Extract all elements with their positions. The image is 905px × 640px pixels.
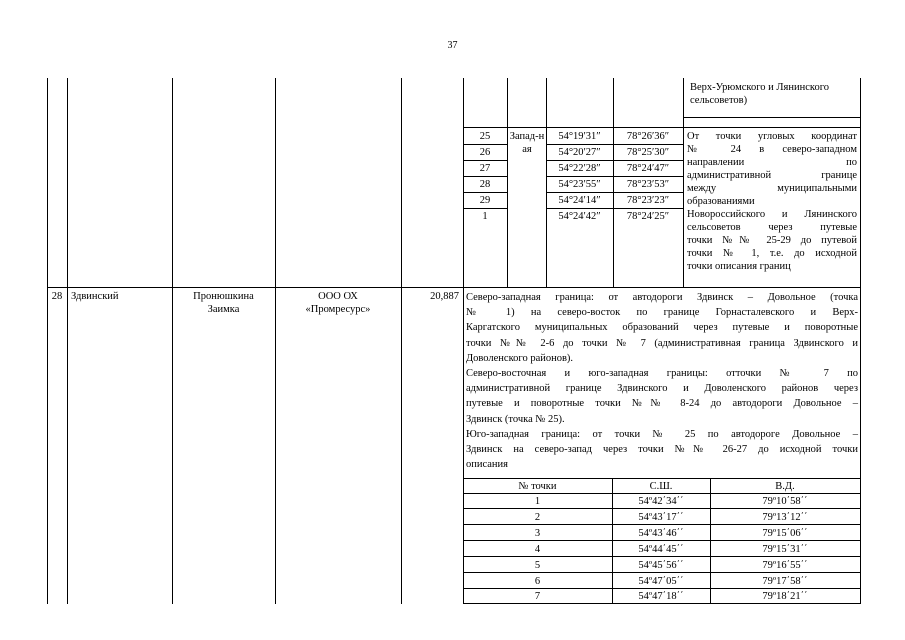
boundary-description bbox=[466, 290, 858, 472]
boundary-line: Здвинск (точка № 25). bbox=[466, 413, 565, 425]
row-line bbox=[546, 192, 683, 193]
row-line bbox=[463, 192, 507, 193]
point-lon: 78°24′25″ bbox=[626, 211, 670, 222]
boundary-line: административной границе Здвинского и Доволенского районов через bbox=[466, 383, 858, 395]
col-line bbox=[683, 78, 684, 287]
point-num: 26 bbox=[479, 147, 491, 158]
row-line bbox=[463, 208, 507, 209]
point-lat: 54°20′27″ bbox=[558, 147, 601, 158]
row-line bbox=[463, 493, 860, 494]
point-lat: 54°22′28″ bbox=[558, 163, 601, 174]
row27-desc-top bbox=[690, 81, 858, 107]
row-number: 28 bbox=[51, 291, 63, 302]
row-line bbox=[683, 117, 860, 118]
point-lat: 54°19′31″ bbox=[558, 131, 601, 142]
boundary-line: Юго-западная граница: от точки № 25 по автодороге Довольное – bbox=[466, 428, 858, 440]
row-line bbox=[463, 160, 507, 161]
header-lat: С.Ш. bbox=[649, 481, 673, 492]
point-lon: 78°25′30″ bbox=[626, 147, 670, 158]
row-line bbox=[546, 144, 683, 145]
point-num: 5 bbox=[534, 560, 541, 571]
point-num: 29 bbox=[479, 195, 491, 206]
point-num: 3 bbox=[534, 528, 541, 539]
desc-line: между муниципальными bbox=[687, 183, 857, 194]
point-lat: 54°24′42″ bbox=[558, 211, 601, 222]
row-line bbox=[463, 540, 860, 541]
point-num: 1 bbox=[534, 496, 541, 507]
boundary-line: путевые и поворотные точки №№ 8-24 до автодороги Довольное – bbox=[466, 398, 858, 410]
col-line bbox=[275, 78, 276, 604]
desc-line: точки №№ 25-29 до путевой bbox=[687, 235, 857, 246]
row-line bbox=[546, 208, 683, 209]
direction-cell bbox=[508, 130, 546, 156]
page-number: 37 bbox=[447, 40, 458, 51]
point-num: 1 bbox=[482, 211, 488, 222]
row27-description bbox=[687, 130, 857, 273]
desc-top-text: Верх-Урюмского и Лянинского сельсоветов) bbox=[690, 82, 829, 106]
point-lon: 78°23′53″ bbox=[626, 179, 670, 190]
header-lon: В.Д. bbox=[775, 481, 795, 492]
point-lat: 54º42΄34΄΄ bbox=[638, 496, 684, 507]
desc-line: административной границе bbox=[687, 170, 857, 181]
boundary-line: точки №№ 2-6 до точки № 7 (административная граница Здвинского и bbox=[466, 337, 858, 349]
desc-line: сельсоветов через путевые bbox=[687, 222, 857, 233]
row-line bbox=[546, 160, 683, 161]
point-lat: 54º47΄18΄΄ bbox=[638, 591, 684, 602]
col-line bbox=[860, 78, 861, 604]
row-line bbox=[463, 588, 860, 589]
point-lon: 79º16΄55΄΄ bbox=[762, 560, 808, 571]
row-line bbox=[546, 176, 683, 177]
col-line bbox=[47, 78, 48, 604]
point-lon: 78°23′23″ bbox=[626, 195, 670, 206]
site-name-line: Пронюшкина bbox=[193, 291, 254, 302]
row-line bbox=[463, 478, 860, 479]
point-lon: 79º15΄31΄΄ bbox=[762, 544, 808, 555]
row-line bbox=[683, 127, 860, 128]
point-lat: 54º43΄17΄΄ bbox=[638, 512, 684, 523]
point-num: 7 bbox=[534, 591, 541, 602]
header-point-num: № точки bbox=[518, 481, 557, 492]
row-line bbox=[463, 572, 860, 573]
point-lon: 79º15΄06΄΄ bbox=[762, 528, 808, 539]
desc-line: направлении по bbox=[687, 157, 857, 168]
point-lat: 54º44΄45΄΄ bbox=[638, 544, 684, 555]
point-num: 28 bbox=[479, 179, 491, 190]
direction-text: Запад-ная bbox=[509, 131, 545, 155]
boundary-line: Северо-западная граница: от автодороги Здвинск – Довольное (точка bbox=[466, 292, 858, 303]
row-line bbox=[463, 176, 507, 177]
col-line bbox=[401, 78, 402, 604]
site-name-line: Заимка bbox=[207, 304, 240, 315]
row-line bbox=[47, 287, 861, 288]
desc-line: образованиями bbox=[687, 196, 755, 207]
site-name bbox=[172, 290, 275, 316]
row-line bbox=[463, 127, 683, 128]
boundary-line: Каргатского муниципальных образований через путевые и поворотные bbox=[466, 322, 858, 334]
desc-line: № 24 в северо-западном bbox=[687, 144, 857, 155]
point-lat: 54°24′14″ bbox=[558, 195, 601, 206]
boundary-line: описания bbox=[466, 459, 509, 471]
point-num: 27 bbox=[479, 163, 491, 174]
col-line bbox=[172, 78, 173, 604]
boundary-line: № 1) на северо-восток по границе Горнасталевского и Верх- bbox=[466, 307, 858, 319]
boundary-line: Здвинск на северо-запад через точки №№ 26-27 до исходной точки bbox=[466, 444, 858, 456]
point-lon: 79º17΄58΄΄ bbox=[762, 576, 808, 587]
area-value: 20,887 bbox=[430, 291, 459, 302]
district-name: Здвинский bbox=[71, 291, 119, 302]
point-num: 2 bbox=[534, 512, 541, 523]
point-lat: 54º43΄46΄΄ bbox=[638, 528, 684, 539]
row-line bbox=[463, 144, 507, 145]
col-line bbox=[507, 78, 508, 287]
desc-line: точки описания границ bbox=[687, 261, 791, 272]
row-line bbox=[463, 603, 860, 604]
point-lon: 78°24′47″ bbox=[626, 163, 670, 174]
organization bbox=[275, 290, 401, 316]
row-line bbox=[463, 556, 860, 557]
point-lon: 78°26′36″ bbox=[626, 131, 670, 142]
org-line: «Промресурс» bbox=[305, 304, 371, 315]
desc-line: точки № 1, т.е. до исходной bbox=[687, 248, 857, 259]
point-num: 25 bbox=[479, 131, 491, 142]
org-line: ООО ОХ bbox=[318, 291, 358, 302]
point-lat: 54º45΄56΄΄ bbox=[638, 560, 684, 571]
col-line bbox=[67, 78, 68, 604]
point-num: 4 bbox=[534, 544, 541, 555]
point-lat: 54º47΄05΄΄ bbox=[638, 576, 684, 587]
boundary-line: Северо-восточная и юго-западная границы: отточки № 7 по bbox=[466, 368, 858, 380]
point-lat: 54°23′55″ bbox=[558, 179, 601, 190]
desc-line: От точки угловых координат bbox=[687, 131, 857, 142]
point-lon: 79º10΄58΄΄ bbox=[762, 496, 808, 507]
boundary-line: Доволенского районов). bbox=[466, 352, 574, 364]
desc-line: Новороссийского и Лянинского bbox=[687, 209, 857, 220]
row-line bbox=[463, 508, 860, 509]
point-lon: 79º13΄12΄΄ bbox=[762, 512, 808, 523]
point-lon: 79º18΄21΄΄ bbox=[762, 591, 808, 602]
point-num: 6 bbox=[534, 576, 541, 587]
row-line bbox=[463, 524, 860, 525]
